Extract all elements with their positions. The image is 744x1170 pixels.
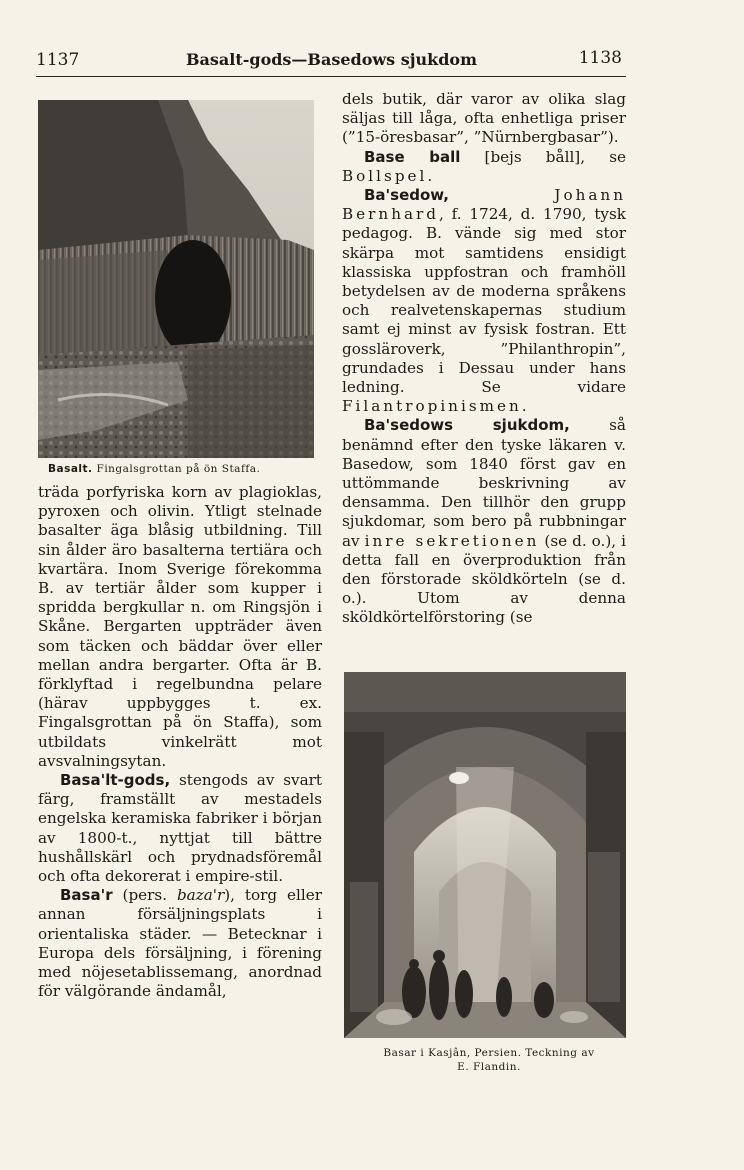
caption-label: Basalt.	[48, 463, 93, 475]
running-title: Basalt-gods—Basedows sjukdom	[186, 50, 478, 69]
entry-text: (se d. o.), i detta fall en överproduktion från den förstorade sköldkörteln (se d. o.). Utom av denna sköldkörtelförstoring (se	[342, 531, 626, 627]
entry-text: , f. 1724, d. 1790, tysk pedagog. B. vände sig med stor skärpa mot samtidens ensidigt klassiska uppfostran och framhöll betydelsen av de moderna språkens och realvetenskapernas studium samt ej minst av fysisk fostran. Ett gossläroverk, ”Philanthropin”, grundades i Dessau under hans ledning. Se vidare	[342, 205, 626, 397]
figure2-caption	[344, 1046, 634, 1074]
headword: Ba'sedows sjukdom,	[364, 416, 570, 435]
figure1-caption	[48, 462, 328, 475]
right-column	[342, 90, 626, 628]
entry-text: (pers.	[112, 886, 177, 905]
caption-line: E. Flandin.	[457, 1061, 521, 1073]
pronunciation: baza'r	[176, 886, 225, 905]
spaced-term: inre sekretionen	[364, 531, 540, 550]
paragraph-basalt-cont: träda porfyriska korn av plagioklas, pyroxen och olivin. Ytligt stelnade basalter äga blåsig utbildning. Till sin ålder äro basalterna tertiära och kvartära. Inom Sverige förekomma B. av tertiär ålder som kupper i spridda bergkullar n. om Ringsjön i Skåne. Bergarten uppträder även som täcken och bäddar över eller mellan andra bergarter. Ofta är B. förklyftad i regelbundna pelare (härav uppbygges t. ex. Fingalsgrottan på ön Staffa), som utbildats vinkelrätt mot avsvalningsytan.	[38, 483, 322, 770]
caption-line: Basar i Kasjân, Persien. Teckning av	[383, 1047, 595, 1059]
entry-base-ball	[342, 148, 626, 186]
entry-text: [bejs båll], se	[460, 147, 626, 166]
bazaar-illustration	[344, 672, 626, 1038]
headword: Basa'r	[60, 886, 113, 905]
caption-text: Fingalsgrottan på ön Staffa.	[96, 463, 261, 475]
entry-text: .	[521, 397, 527, 416]
entry-text: stengods av svart färg, framställt av mestadels engelska keramiska fabriker i början av 1800-t., nyttjat till bättre hushållskärl och prydnadsföremål och ofta dekorerat i empire-stil.	[38, 771, 323, 886]
cross-reference: Filantropinismen	[342, 397, 522, 416]
headword: Ba'sedow,	[364, 186, 449, 205]
entry-basar	[38, 886, 322, 1001]
entry-text: .	[427, 166, 433, 185]
basalt-cave-illustration	[38, 100, 314, 458]
person-name: Johann Bernhard	[342, 186, 626, 224]
paragraph-basar-cont: dels butik, där varor av olika slag säljas till låga, ofta enhetliga priser (”15-öresbasar”, ”Nürnbergbasar”).	[342, 90, 626, 147]
entry-basedow	[342, 186, 626, 416]
bazaar-engraving	[344, 672, 626, 1038]
entry-basedows-sjukdom	[342, 416, 626, 627]
entry-text: så benämnd efter den tyske läkaren v. Basedow, som 1840 först gav en uttömmande beskrivning av densamma. Den tillhör den grupp sjukdomar, som bero på rubbningar av	[342, 416, 626, 550]
headword: Base ball	[364, 147, 461, 166]
headword: Basa'lt-gods,	[60, 771, 171, 790]
page-header	[36, 46, 626, 77]
page-number-left: 1137	[36, 50, 80, 70]
entry-text: ), torg eller annan försäljningsplats i orientaliska städer. — Betecknar i Europa dels försäljning, i förening med nöjesetablissemang, anordnad för välgörande ändamål,	[38, 886, 322, 1001]
cross-reference: Bollspel	[342, 166, 428, 185]
page-number-right: 1138	[578, 48, 622, 68]
left-column	[38, 483, 322, 1001]
entry-basalt-gods	[38, 771, 322, 886]
fingal-cave-photo	[38, 100, 314, 458]
